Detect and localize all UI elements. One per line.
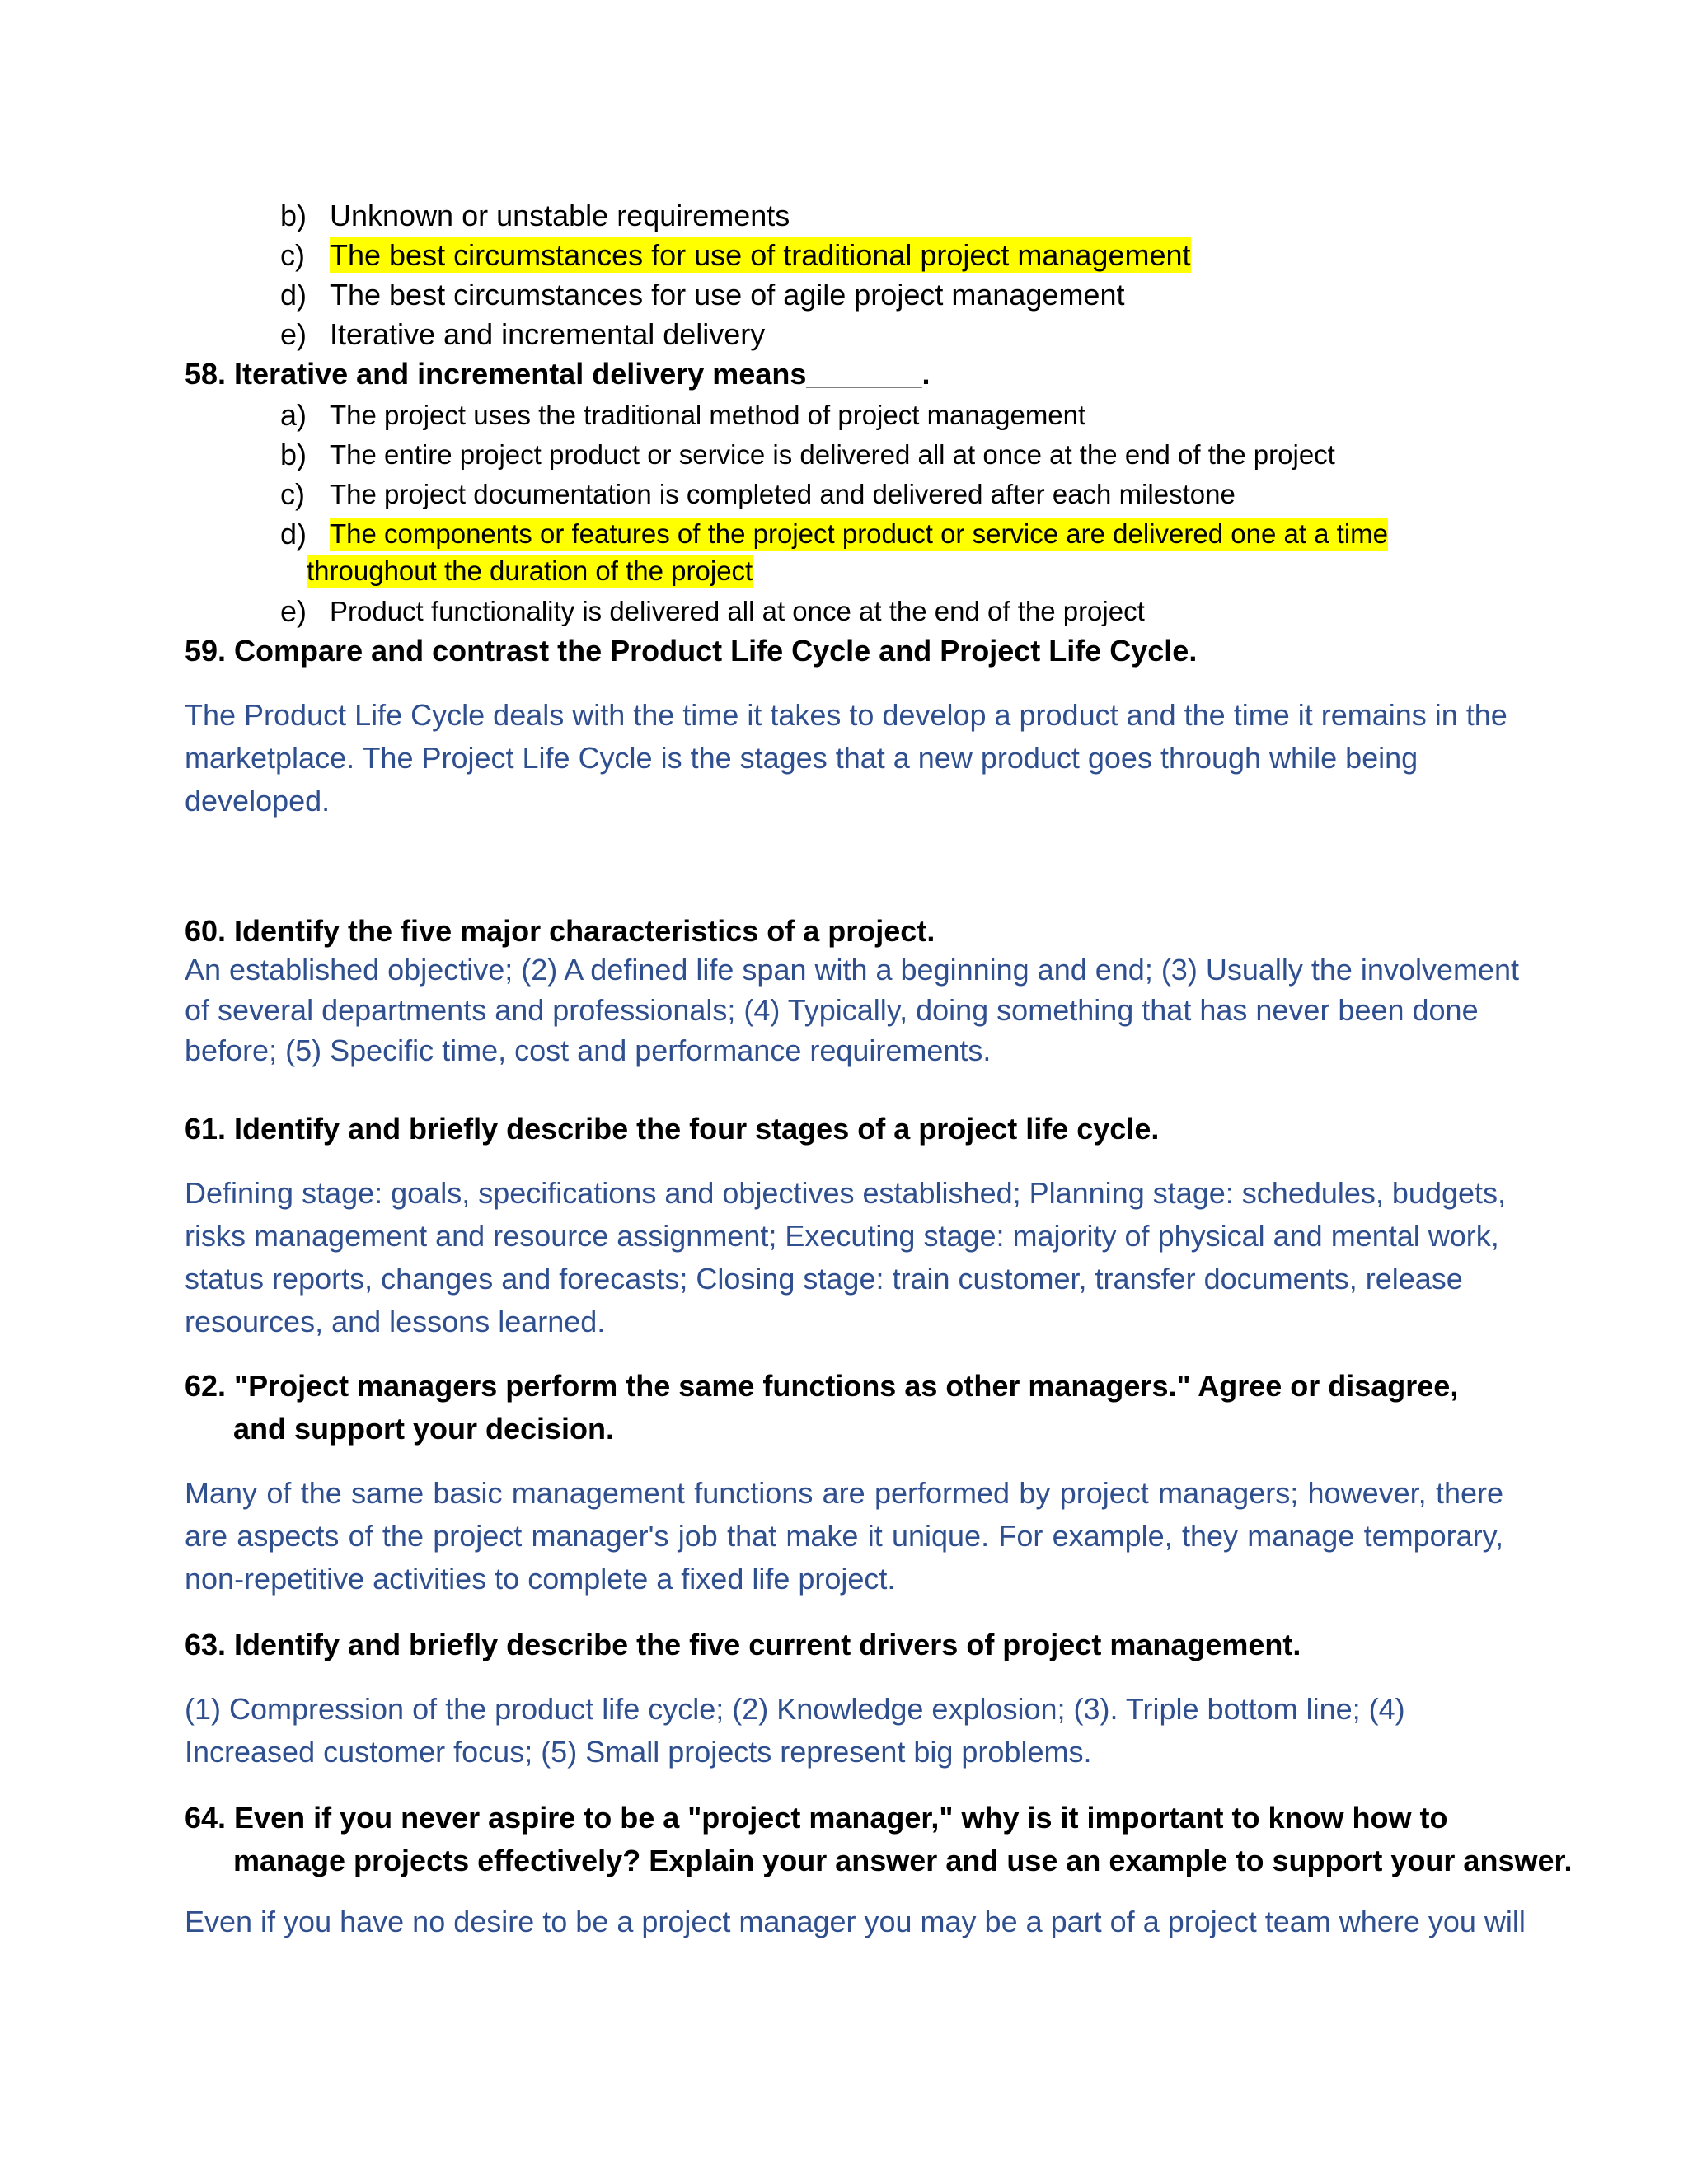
q64-question-line1: 64. Even if you never aspire to be a "project manager," why is it important to know how to: [185, 1801, 1448, 1835]
q63-answer-text: (1) Compression of the product life cycle; (2) Knowledge explosion; (3). Triple bottom line; (4) Increased customer focus; (5) Small projects represent big problems.: [185, 1692, 1405, 1769]
q58-option-a-text: The project uses the traditional method of project management: [330, 400, 1086, 430]
q57-option-e-text: Iterative and incremental delivery: [330, 317, 766, 351]
q62-question-line1: 62. "Project managers perform the same functions as other managers." Agree or disagree,: [185, 1369, 1459, 1403]
q62-question-line2: and support your decision.: [233, 1412, 615, 1446]
q57-option-b-text: Unknown or unstable requirements: [330, 199, 790, 232]
q58-option-d-text-line1: The components or features of the project product or service are delivered one at a time: [330, 518, 1389, 549]
q62-answer-text: Many of the same basic management functions are performed by project managers; however, there are aspects of the project manager's job that make it unique. For example, they manage temporary, non-repetitive activities to complete a fixed life project.: [185, 1476, 1503, 1596]
q57-option-e-letter: e): [280, 317, 307, 351]
q59-question: 59. Compare and contrast the Product Life Cycle and Project Life Cycle.: [185, 634, 1198, 668]
q61-answer: [185, 1172, 1520, 1343]
q58-option-d-text-line2: throughout the duration of the project: [307, 555, 753, 586]
q61-answer-text: Defining stage: goals, specifications and objectives established; Planning stage: schedules, budgets, risks management and resource assignment; Executing stage: majority of physical and mental work, status reports, changes and forecasts; Closing stage: train customer, transfer documents, release resources, and lessons learned.: [185, 1176, 1507, 1338]
q60-question: 60. Identify the five major characteristics of a project.: [185, 914, 935, 948]
q64-answer-text: Even if you have no desire to be a project manager you may be a part of a project team where you will: [185, 1905, 1526, 1938]
q63-question: 63. Identify and briefly describe the five current drivers of project management.: [185, 1628, 1301, 1661]
q64-question-line2: manage projects effectively? Explain your answer and use an example to support your answer.: [233, 1844, 1573, 1877]
q58-option-b-text: The entire project product or service is delivered all at once at the end of the project: [330, 439, 1335, 470]
q58-option-b-letter: b): [280, 438, 307, 471]
q58-option-e-text: Product functionality is delivered all at once at the end of the project: [330, 596, 1145, 626]
q58-option-c-letter: c): [280, 477, 305, 511]
q57-option-d-letter: d): [280, 278, 307, 312]
q58-question: 58. Iterative and incremental delivery means_______.: [185, 357, 931, 391]
q59-answer-text: The Product Life Cycle deals with the time it takes to develop a product and the time it remains in the marketplace. The Project Life Cycle is the stages that a new product goes through while being developed.: [185, 698, 1507, 818]
q60-answer-text: An established objective; (2) A defined life span with a beginning and end; (3) Usually the involvement of several departments and professionals; (4) Typically, doing something that has never been done before; (5) Specific time, cost and performance requirements.: [185, 953, 1519, 1067]
q58-option-a-letter: a): [280, 398, 307, 432]
q57-option-c-text-highlighted: The best circumstances for use of traditional project management: [330, 238, 1191, 272]
q58-option-c-text: The project documentation is completed and delivered after each milestone: [330, 479, 1236, 509]
q59-answer: [185, 694, 1536, 823]
q61-question: 61. Identify and briefly describe the four stages of a project life cycle.: [185, 1112, 1160, 1146]
q57-option-c-letter: c): [280, 238, 305, 272]
q58-option-d-letter: d): [280, 517, 307, 551]
q57-option-d-text: The best circumstances for use of agile project management: [330, 278, 1125, 312]
q57-option-b-letter: b): [280, 199, 307, 232]
q58-option-e-letter: e): [280, 594, 307, 628]
q62-answer: [185, 1472, 1503, 1601]
q63-answer: [185, 1688, 1470, 1774]
q60-answer: [185, 949, 1536, 1071]
